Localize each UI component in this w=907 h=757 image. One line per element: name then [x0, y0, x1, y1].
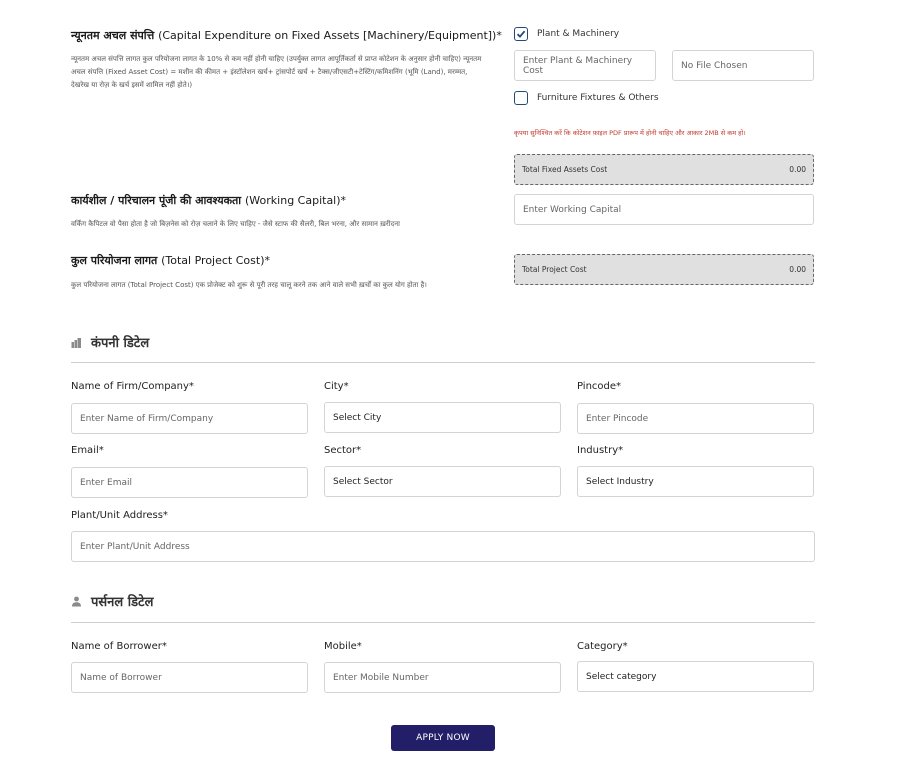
plant-machinery-cost-input[interactable]: Enter Plant & Machinery Cost — [514, 50, 656, 81]
total-project-cost-title-english: (Total Project Cost)* — [161, 254, 270, 267]
total-project-cost-title-hindi: कुल परियोजना लागत — [71, 254, 158, 267]
total-project-cost-value: 0.00 — [789, 265, 806, 274]
total-fixed-assets-value: 0.00 — [789, 165, 806, 174]
total-fixed-assets-field — [514, 154, 814, 185]
building-icon — [71, 337, 82, 348]
category-select[interactable]: Select category — [577, 661, 814, 692]
borrower-name-input[interactable]: Name of Borrower — [71, 662, 308, 693]
sector-select[interactable]: Select Sector — [324, 466, 561, 497]
plant-machinery-checkbox-row[interactable] — [514, 27, 619, 41]
working-capital-title-english: (Working Capital)* — [245, 194, 347, 207]
capex-description: न्यूनतम अचल संपत्ति लागत कुल परियोजना लागत के 10% से कम नहीं होनी चाहिए (उपर्युक्त लागत आपूर्तिकर्ता से प्राप्त कोटेशन के अनुसार होनी चाहिए) न्यूनतम अचल संपत्ति (Fixed Asset Cost) = मशीन की कीमत + इंस्टॉलेशन खर्च+ ट्रांसपोर्ट खर्च + टैक्स/जीएसटी+टेस्टिंग/कमिशनिंग (भूमि (Land), मरम्मत, देखरेख या रोज़ के खर्च इसमें शामिल नहीं होते।) — [71, 55, 482, 89]
total-fixed-assets-label: Total Fixed Assets Cost — [522, 165, 608, 174]
pincode-label: Pincode* — [577, 381, 622, 392]
furniture-label: Furniture Fixtures & Others — [537, 93, 659, 103]
company-details-title: कंपनी डिटेल — [91, 336, 150, 351]
company-details-divider — [71, 362, 815, 363]
borrower-name-label: Name of Borrower* — [71, 641, 167, 652]
capex-title — [71, 28, 502, 43]
capex-title-english: (Capital Expenditure on Fixed Assets [Machinery/Equipment])* — [158, 29, 502, 42]
total-project-cost-label: Total Project Cost — [522, 265, 587, 274]
total-project-cost-title — [71, 253, 270, 268]
plant-machinery-checkbox[interactable] — [514, 27, 528, 41]
company-details-heading — [71, 333, 149, 351]
pincode-input[interactable]: Enter Pincode — [577, 403, 814, 434]
firm-name-label: Name of Firm/Company* — [71, 381, 194, 392]
plant-machinery-label: Plant & Machinery — [537, 29, 620, 39]
personal-details-divider — [71, 622, 815, 623]
industry-select[interactable]: Select Industry — [577, 466, 814, 497]
total-project-cost-field — [514, 254, 814, 285]
furniture-checkbox[interactable] — [514, 91, 528, 105]
total-project-cost-description: कुल परियोजना लागत (Total Project Cost) एक प्रोजेक्ट को शुरू से पूरी तरह चालू करने तक आने वाले सभी ख़र्चों का कुल योग होता है। — [71, 281, 427, 289]
category-label: Category* — [577, 641, 628, 652]
city-select[interactable]: Select City — [324, 402, 561, 433]
personal-details-heading — [71, 592, 153, 610]
quotation-file-input[interactable]: No File Chosen — [672, 50, 814, 81]
address-label: Plant/Unit Address* — [71, 510, 168, 521]
address-input[interactable]: Enter Plant/Unit Address — [71, 531, 815, 562]
working-capital-input[interactable]: Enter Working Capital — [514, 194, 814, 225]
email-label: Email* — [71, 445, 104, 456]
industry-label: Industry* — [577, 445, 624, 456]
check-icon — [516, 29, 526, 39]
mobile-label: Mobile* — [324, 641, 362, 652]
capex-title-hindi: न्यूनतम अचल संपत्ति — [71, 29, 155, 42]
working-capital-title-hindi: कार्यशील / परिचालन पूंजी की आवश्यकता — [71, 194, 242, 207]
file-format-note: कृपया सुनिश्चित करें कि कोटेशन फ़ाइल PDF प्रारूप में होनी चाहिए और आकार 2MB से कम हो। — [514, 129, 746, 137]
email-input[interactable]: Enter Email — [71, 467, 308, 498]
working-capital-description: वर्किंग कैपिटल वो पैसा होता है जो बिज़नेस को रोज़ चलाने के लिए चाहिए - जैसे स्टाफ की सैलरी, बिल भरना, और सामान ख़रीदना — [71, 220, 400, 228]
working-capital-title — [71, 193, 346, 208]
sector-label: Sector* — [324, 445, 362, 456]
user-icon — [71, 596, 82, 607]
personal-details-title: पर्सनल डिटेल — [91, 595, 154, 610]
mobile-input[interactable]: Enter Mobile Number — [324, 662, 561, 693]
firm-name-input[interactable]: Enter Name of Firm/Company — [71, 403, 308, 434]
city-label: City* — [324, 381, 349, 392]
furniture-checkbox-row[interactable] — [514, 91, 659, 105]
apply-now-button[interactable]: APPLY NOW — [391, 725, 495, 751]
